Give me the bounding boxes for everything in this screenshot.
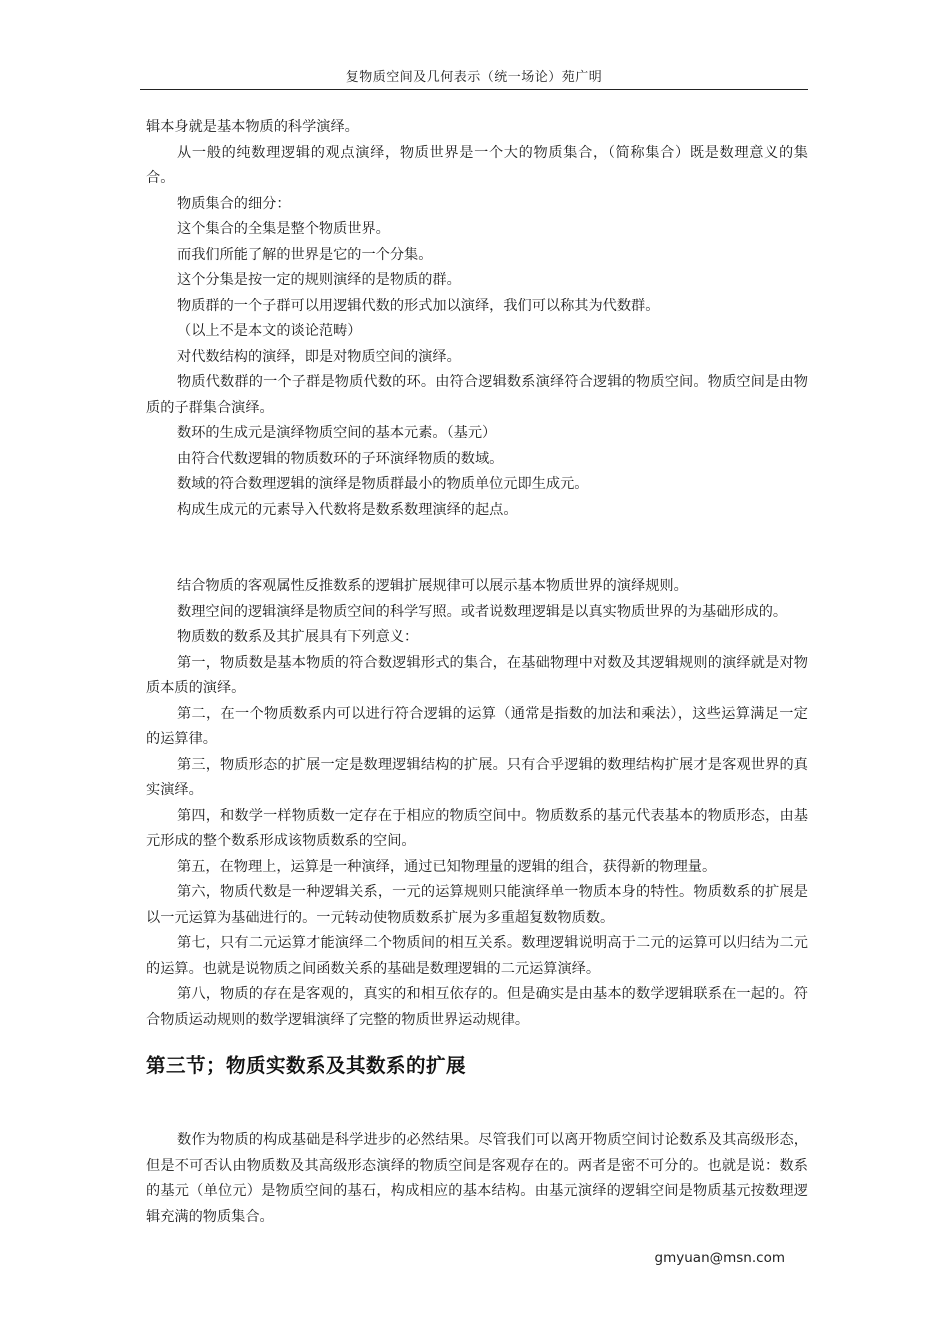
paragraph: 第八，物质的存在是客观的，真实的和相互依存的。但是确实是由基本的数学逻辑联系在一起的。符合物质运动规则的数学逻辑演绎了完整的物质世界运动规律。 xyxy=(146,986,808,1028)
paragraph: 而我们所能了解的世界是它的一个分集。 xyxy=(177,246,433,263)
paragraph-group-a xyxy=(146,115,808,523)
paragraph: 第五，在物理上，运算是一种演绎，通过已知物理量的逻辑的组合，获得新的物理量。 xyxy=(177,858,717,875)
section-paragraph: 数作为物质的构成基础是科学进步的必然结果。尽管我们可以离开物质空间讨论数系及其高级形态，但是不可否认由物质数及其高级形态演绎的物质空间是客观存在的。两者是密不可分的。也就是说：数系的基元（单位元）是物质空间的基石，构成相应的基本结构。由基元演绎的逻辑空间是物质基元按数理逻辑充满的物质集合。 xyxy=(146,1132,808,1225)
paragraph: 第六，物质代数是一种逻辑关系，一元的运算规则只能演绎单一物质本身的特性。物质数系的扩展是以一元运算为基础进行的。一元转动使物质数系扩展为多重超复数物质数。 xyxy=(146,884,808,926)
paragraph: 数理空间的逻辑演绎是物质空间的科学写照。或者说数理逻辑是以真实物质世界的为基础形成的。 xyxy=(177,603,788,620)
spacer xyxy=(146,1086,808,1128)
paragraph: 这个分集是按一定的规则演绎的是物质的群。 xyxy=(177,272,461,288)
paragraph: 结合物质的客观属性反推数系的逻辑扩展规律可以展示基本物质世界的演绎规则。 xyxy=(177,578,688,594)
paragraph: 第二，在一个物质数系内可以进行符合逻辑的运算（通常是指数的加法和乘法），这些运算满足一定的运算律。 xyxy=(146,705,808,747)
paragraph: 第四，和数学一样物质数一定存在于相应的物质空间中。物质数系的基元代表基本的物质形态，由基元形成的整个数系形成该物质数系的空间。 xyxy=(146,807,808,849)
paragraph: 物质集合的细分： xyxy=(177,195,291,212)
paragraph: （以上不是本文的谈论范畴） xyxy=(177,323,362,339)
paragraph: 构成生成元的元素导入代数将是数系数理演绎的起点。 xyxy=(177,501,518,518)
paragraph: 这个集合的全集是整个物质世界。 xyxy=(177,221,390,237)
section-heading: 第三节；物质实数系及其数系的扩展 xyxy=(146,1054,467,1077)
footer-email: gmyuan@msn.com xyxy=(654,1250,785,1266)
paragraph: 物质群的一个子群可以用逻辑代数的形式加以演绎，我们可以称其为代数群。 xyxy=(177,297,660,314)
paragraph: 数域的符合数理逻辑的演绎是物质群最小的物质单位元即生成元。 xyxy=(177,476,589,492)
paragraph: 对代数结构的演绎，即是对物质空间的演绎。 xyxy=(177,348,461,365)
paragraph: 从一般的纯数理逻辑的观点演绎，物质世界是一个大的物质集合，（简称集合）既是数理意义的集合。 xyxy=(146,144,808,186)
paragraph: 物质数的数系及其扩展具有下列意义： xyxy=(177,629,419,645)
paragraph: 第七，只有二元运算才能演绎二个物质间的相互关系。数理逻辑说明高于二元的运算可以归结为二元的运算。也就是说物质之间函数关系的基础是数理逻辑的二元运算演绎。 xyxy=(146,935,808,977)
blank-line xyxy=(146,523,808,549)
blank-line xyxy=(146,549,808,575)
paragraph: 辑本身就是基本物质的科学演绎。 xyxy=(146,119,359,135)
paragraph: 数环的生成元是演绎物质空间的基本元素。（基元） xyxy=(177,425,497,441)
paragraph: 物质代数群的一个子群是物质代数的环。由符合逻辑数系演绎符合逻辑的物质空间。物质空间是由物质的子群集合演绎。 xyxy=(146,374,808,416)
paragraph-group-b xyxy=(146,574,808,1033)
paragraph: 第三，物质形态的扩展一定是数理逻辑结构的扩展。只有合乎逻辑的数理结构扩展才是客观世界的真实演绎。 xyxy=(146,756,808,798)
paragraph: 由符合代数逻辑的物质数环的子环演绎物质的数域。 xyxy=(177,450,504,467)
header-divider xyxy=(140,89,808,90)
paragraph: 第一，物质数是基本物质的符合数逻辑形式的集合，在基础物理中对数及其逻辑规则的演绎就是对物质本质的演绎。 xyxy=(146,654,808,696)
document-body xyxy=(146,115,808,1230)
page-header-title: 复物质空间及几何表示（统一场论）苑广明 xyxy=(345,70,603,85)
